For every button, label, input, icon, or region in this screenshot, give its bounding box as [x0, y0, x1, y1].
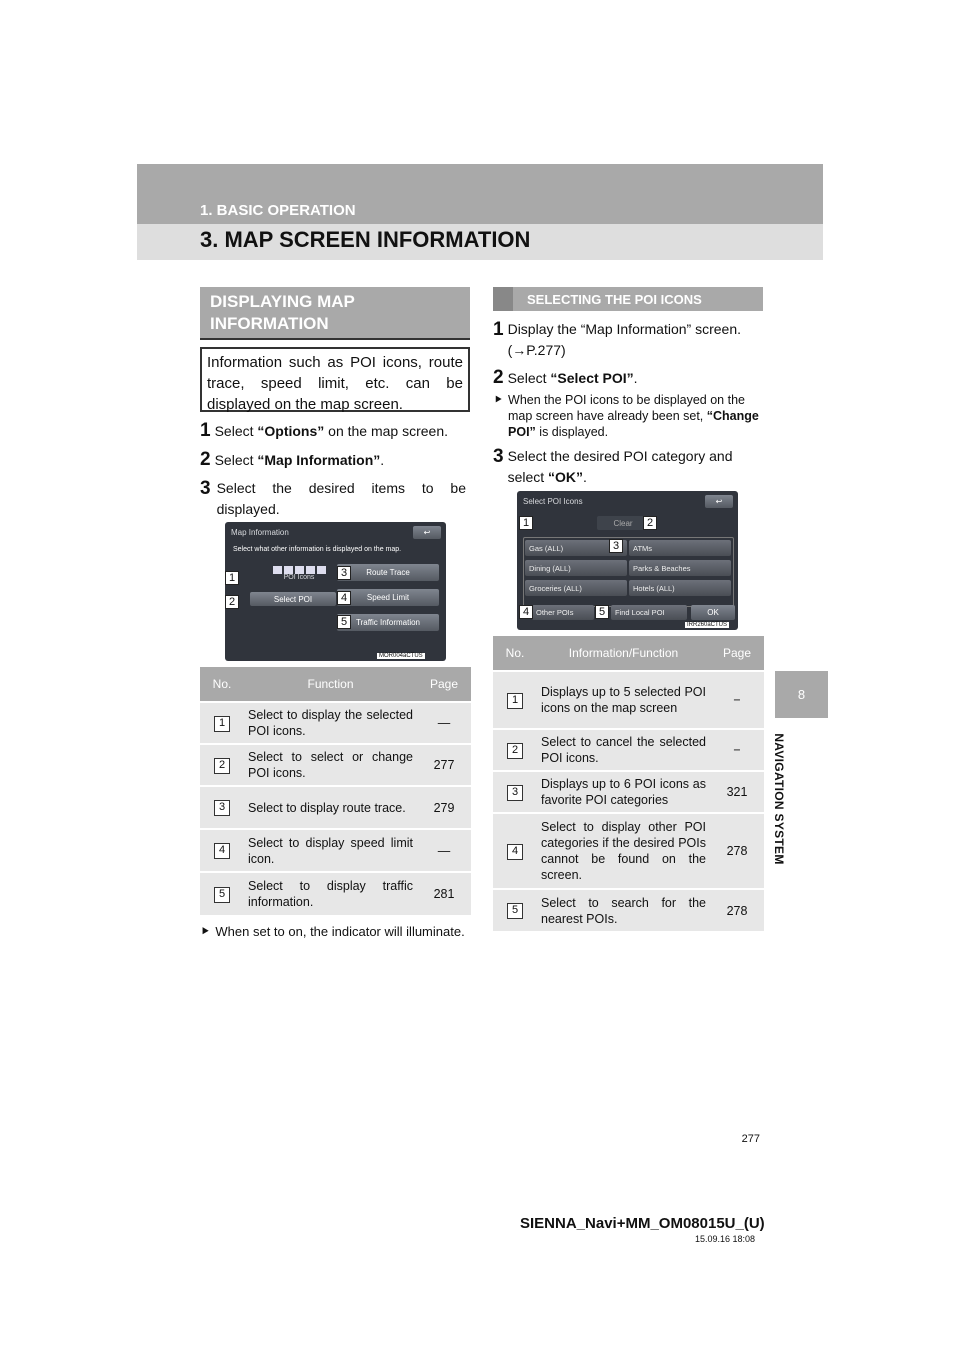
chapter-side-label: NAVIGATION SYSTEM: [772, 733, 786, 865]
other-pois-button[interactable]: Other POIs: [532, 605, 594, 620]
screen-title: Select POI Icons: [523, 497, 583, 506]
col-page: Page: [710, 636, 764, 671]
col-no: No.: [493, 636, 537, 671]
left-note: ⯈ When set to on, the indicator will illuminate.: [200, 924, 465, 939]
page-title: 3. MAP SCREEN INFORMATION: [200, 227, 531, 252]
section-label: 1. BASIC OPERATION: [200, 202, 356, 219]
dining-category-button[interactable]: Dining (ALL): [525, 560, 627, 576]
info-box: Information such as POI icons, route trace, speed limit, etc. can be displayed on the map screen.: [200, 347, 470, 412]
bullet-icon: ⯈: [200, 924, 211, 939]
route-trace-button[interactable]: Route Trace: [337, 564, 439, 581]
table-row: 5 Select to display traffic information. 281: [200, 872, 471, 915]
select-poi-icons-screenshot: [517, 491, 738, 630]
hotels-category-button[interactable]: Hotels (ALL): [629, 580, 731, 596]
left-step-2: 2 Select “Map Information”.: [200, 449, 385, 470]
section-heading-displaying-map-info: DISPLAYING MAP INFORMATION: [200, 287, 470, 340]
right-note: ⯈ When the POI icons to be displayed on the map screen have already been set, “Change POI” is displayed.: [493, 393, 759, 439]
document-code: SIENNA_Navi+MM_OM08015U_(U): [520, 1215, 765, 1232]
table-row: 4 Select to display speed limit icon. —: [200, 829, 471, 872]
atms-category-button[interactable]: ATMs: [629, 540, 731, 556]
select-poi-button[interactable]: Select POI: [250, 592, 336, 606]
groceries-category-button[interactable]: Groceries (ALL): [525, 580, 627, 596]
left-step-3: 3 Select the desired items to be displayed.: [200, 478, 466, 517]
table-row: 3 Select to display route trace. 279: [200, 786, 471, 829]
map-information-screenshot: [225, 522, 446, 661]
screen-title: Map Information: [231, 528, 289, 537]
callout-3: 3: [609, 539, 623, 553]
table-row: 1 Select to display the selected POI icons. —: [200, 702, 471, 744]
traffic-information-button[interactable]: Traffic Information: [337, 614, 439, 631]
table-row: 3 Displays up to 6 POI icons as favorite POI categories 321: [493, 771, 764, 813]
right-step-1: 1 Display the “Map Information” screen. (→P.277): [493, 319, 742, 358]
col-function: Function: [244, 667, 417, 702]
col-information-function: Information/Function: [537, 636, 710, 671]
parks-category-button[interactable]: Parks & Beaches: [629, 560, 731, 576]
screen-subtitle: Select what other information is displayed on the map.: [233, 546, 402, 553]
gas-category-button[interactable]: Gas (ALL): [525, 540, 627, 556]
callout-5: 5: [595, 605, 609, 619]
left-function-table: [200, 667, 471, 915]
callout-2: 2: [225, 595, 239, 609]
right-function-table: [493, 636, 764, 931]
callout-4: 4: [519, 605, 533, 619]
figure-code: IRR260aCTUS: [687, 622, 728, 628]
callout-2: 2: [643, 516, 657, 530]
speed-limit-button[interactable]: Speed Limit: [337, 589, 439, 606]
table-row: 5 Select to search for the nearest POIs. 278: [493, 889, 764, 931]
table-row: 4 Select to display other POI categories if the desired POIs cannot be found on the screen. 278: [493, 813, 764, 889]
callout-4: 4: [337, 591, 351, 605]
right-step-3: 3 Select the desired POI category and select “OK”.: [493, 446, 733, 485]
page-number: 277: [741, 1133, 760, 1145]
table-row: 2 Select to select or change POI icons. 277: [200, 744, 471, 786]
back-icon[interactable]: ↩: [413, 526, 441, 539]
callout-5: 5: [337, 615, 351, 629]
callout-1: 1: [519, 516, 533, 530]
right-step-2: 2 Select “Select POI”.: [493, 367, 638, 388]
figure-code: MOR004aCTUS: [379, 653, 423, 659]
heading-marker: [493, 287, 513, 311]
callout-3: 3: [337, 566, 351, 580]
col-no: No.: [200, 667, 244, 702]
find-local-poi-button[interactable]: Find Local POI: [611, 605, 687, 620]
section-heading-selecting-poi-icons: SELECTING THE POI ICONS: [493, 287, 763, 311]
back-icon[interactable]: ↩: [705, 495, 733, 508]
left-step-1: 1 Select “Options” on the map screen.: [200, 420, 449, 441]
poi-icons-button[interactable]: POI Icons: [261, 566, 337, 588]
table-row: 1 Displays up to 5 selected POI icons on the map screen −: [493, 671, 764, 729]
table-row: 2 Select to cancel the selected POI icons. −: [493, 729, 764, 771]
bullet-icon: ⯈: [493, 393, 504, 407]
clear-button[interactable]: Clear: [597, 516, 649, 530]
print-timestamp: 15.09.16 18:08: [694, 1234, 755, 1244]
col-page: Page: [417, 667, 471, 702]
ok-button[interactable]: OK: [691, 605, 735, 620]
chapter-tab[interactable]: 8: [775, 671, 828, 718]
callout-1: 1: [225, 571, 239, 585]
